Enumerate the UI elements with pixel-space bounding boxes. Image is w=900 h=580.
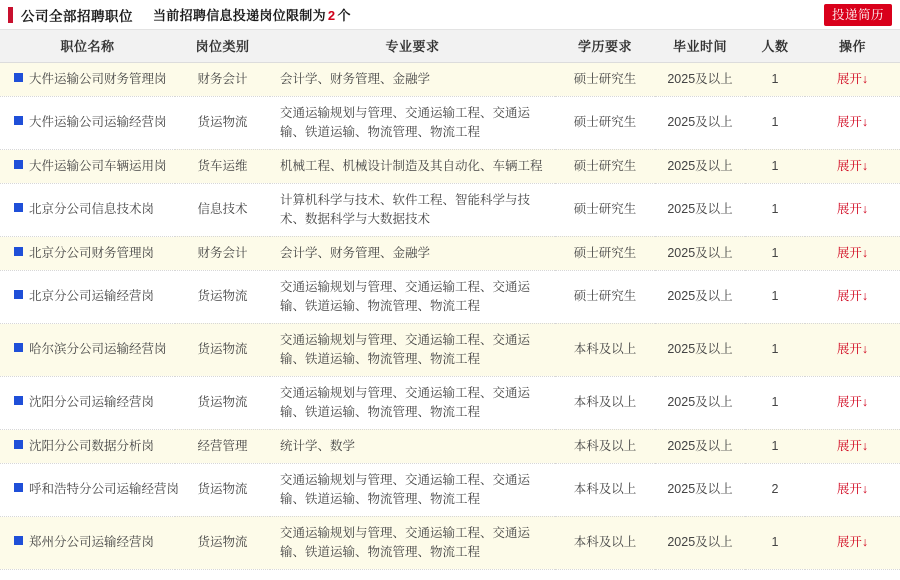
job-action-cell (805, 429, 900, 463)
job-category-cell: 货运物流 (175, 270, 270, 323)
job-category-cell: 货运物流 (175, 96, 270, 149)
job-degree-cell: 硕士研究生 (555, 149, 655, 183)
job-graduation-cell: 2025及以上 (655, 149, 745, 183)
accent-bar-icon (8, 7, 13, 23)
column-header-graduation: 毕业时间 (655, 30, 745, 62)
job-category-cell: 货运物流 (175, 516, 270, 569)
job-category-cell: 货车运维 (175, 149, 270, 183)
job-degree-cell: 本科及以上 (555, 463, 655, 516)
table-row (0, 323, 900, 376)
job-name-label: 北京分公司财务管理岗 (29, 245, 155, 260)
job-major-cell: 会计学、财务管理、金融学 (270, 62, 555, 96)
jobs-table (0, 30, 900, 570)
job-count-cell: 1 (745, 96, 805, 149)
expand-link[interactable]: 展开↓ (836, 395, 869, 409)
job-name-cell[interactable] (0, 323, 175, 376)
job-count-cell: 1 (745, 429, 805, 463)
job-name-cell[interactable] (0, 516, 175, 569)
table-row (0, 236, 900, 270)
bullet-square-icon (14, 116, 23, 125)
job-major-cell: 机械工程、机械设计制造及其自动化、车辆工程 (270, 149, 555, 183)
job-graduation-cell: 2025及以上 (655, 183, 745, 236)
column-header-category: 岗位类别 (175, 30, 270, 62)
job-name-label: 呼和浩特分公司运输经营岗 (29, 482, 180, 496)
table-row (0, 429, 900, 463)
page-header (0, 0, 900, 30)
job-degree-cell: 本科及以上 (555, 429, 655, 463)
job-major-cell: 计算机科学与技术、软件工程、智能科学与技术、数据科学与大数据技术 (270, 183, 555, 236)
table-row (0, 62, 900, 96)
job-major-cell: 会计学、财务管理、金融学 (270, 236, 555, 270)
job-degree-cell: 硕士研究生 (555, 270, 655, 323)
bullet-square-icon (14, 483, 23, 492)
apply-limit-count: 2 (327, 8, 336, 23)
job-count-cell: 1 (745, 183, 805, 236)
apply-limit-suffix: 个 (337, 8, 351, 23)
job-action-cell (805, 183, 900, 236)
job-action-cell (805, 236, 900, 270)
column-header-major: 专业要求 (270, 30, 555, 62)
job-graduation-cell: 2025及以上 (655, 323, 745, 376)
expand-link[interactable]: 展开↓ (836, 438, 869, 453)
job-count-cell: 1 (745, 236, 805, 270)
expand-link[interactable]: 展开↓ (836, 115, 869, 129)
job-count-cell: 1 (745, 516, 805, 569)
job-action-cell (805, 270, 900, 323)
job-degree-cell: 硕士研究生 (555, 96, 655, 149)
job-graduation-cell: 2025及以上 (655, 463, 745, 516)
table-row (0, 149, 900, 183)
expand-link[interactable]: 展开↓ (836, 342, 869, 356)
job-category-cell: 经营管理 (175, 429, 270, 463)
job-graduation-cell: 2025及以上 (655, 516, 745, 569)
job-name-label: 沈阳分公司运输经营岗 (29, 395, 155, 409)
job-name-label: 北京分公司信息技术岗 (29, 202, 155, 216)
job-action-cell (805, 323, 900, 376)
job-category-cell: 货运物流 (175, 376, 270, 429)
job-degree-cell: 本科及以上 (555, 323, 655, 376)
job-degree-cell: 本科及以上 (555, 376, 655, 429)
apply-limit-note (153, 5, 351, 24)
bullet-square-icon (14, 440, 23, 449)
job-count-cell: 1 (745, 62, 805, 96)
bullet-square-icon (14, 536, 23, 545)
job-name-cell[interactable] (0, 236, 175, 270)
job-degree-cell: 本科及以上 (555, 516, 655, 569)
job-graduation-cell: 2025及以上 (655, 270, 745, 323)
column-header-action: 操作 (805, 30, 900, 62)
table-row (0, 463, 900, 516)
bullet-square-icon (14, 73, 23, 82)
job-degree-cell: 硕士研究生 (555, 62, 655, 96)
job-category-cell: 货运物流 (175, 463, 270, 516)
job-name-label: 郑州分公司运输经营岗 (29, 535, 155, 549)
job-major-cell: 交通运输规划与管理、交通运输工程、交通运输、铁道运输、物流管理、物流工程 (270, 323, 555, 376)
job-major-cell: 交通运输规划与管理、交通运输工程、交通运输、铁道运输、物流管理、物流工程 (270, 376, 555, 429)
job-name-cell[interactable] (0, 183, 175, 236)
job-graduation-cell: 2025及以上 (655, 236, 745, 270)
table-row (0, 96, 900, 149)
page-title: 公司全部招聘职位 (21, 8, 133, 24)
job-graduation-cell: 2025及以上 (655, 62, 745, 96)
bullet-square-icon (14, 396, 23, 405)
table-header-row (0, 30, 900, 62)
job-category-cell: 财务会计 (175, 236, 270, 270)
table-row (0, 376, 900, 429)
job-action-cell (805, 96, 900, 149)
bullet-square-icon (14, 343, 23, 352)
column-header-degree: 学历要求 (555, 30, 655, 62)
job-name-label: 沈阳分公司数据分析岗 (29, 438, 155, 453)
job-name-cell[interactable] (0, 149, 175, 183)
job-action-cell (805, 149, 900, 183)
job-action-cell (805, 62, 900, 96)
apply-limit-prefix: 当前招聘信息投递岗位限制为 (153, 8, 326, 23)
expand-link[interactable]: 展开↓ (836, 289, 869, 303)
expand-link[interactable]: 展开↓ (836, 482, 869, 496)
job-action-cell (805, 376, 900, 429)
job-category-cell: 信息技术 (175, 183, 270, 236)
job-category-cell: 财务会计 (175, 62, 270, 96)
job-name-label: 大件运输公司车辆运用岗 (29, 158, 167, 173)
job-graduation-cell: 2025及以上 (655, 376, 745, 429)
job-name-cell[interactable] (0, 429, 175, 463)
job-graduation-cell: 2025及以上 (655, 96, 745, 149)
bullet-square-icon (14, 160, 23, 169)
column-header-count: 人数 (745, 30, 805, 62)
expand-link[interactable]: 展开↓ (836, 202, 869, 216)
job-major-cell: 交通运输规划与管理、交通运输工程、交通运输、铁道运输、物流管理、物流工程 (270, 516, 555, 569)
job-action-cell (805, 463, 900, 516)
job-major-cell: 交通运输规划与管理、交通运输工程、交通运输、铁道运输、物流管理、物流工程 (270, 270, 555, 323)
job-action-cell (805, 516, 900, 569)
job-name-cell[interactable] (0, 270, 175, 323)
bullet-square-icon (14, 290, 23, 299)
job-count-cell: 1 (745, 323, 805, 376)
bullet-square-icon (14, 203, 23, 212)
table-body (0, 62, 900, 569)
job-name-cell[interactable] (0, 376, 175, 429)
job-count-cell: 1 (745, 376, 805, 429)
job-name-cell[interactable] (0, 62, 175, 96)
table-row (0, 270, 900, 323)
submit-resume-button[interactable]: 投递简历 (824, 4, 892, 26)
table-row (0, 516, 900, 569)
job-count-cell: 1 (745, 270, 805, 323)
job-name-label: 大件运输公司财务管理岗 (29, 71, 167, 86)
bullet-square-icon (14, 247, 23, 256)
column-header-name: 职位名称 (0, 30, 175, 62)
expand-link[interactable]: 展开↓ (836, 71, 869, 86)
job-name-cell[interactable] (0, 96, 175, 149)
job-name-cell[interactable] (0, 463, 180, 516)
job-count-cell: 2 (745, 463, 805, 516)
job-degree-cell: 硕士研究生 (555, 183, 655, 236)
table-header (0, 30, 900, 62)
job-name-label: 哈尔滨分公司运输经营岗 (29, 342, 167, 356)
job-category-cell: 货运物流 (175, 323, 270, 376)
job-degree-cell: 硕士研究生 (555, 236, 655, 270)
expand-link[interactable]: 展开↓ (836, 245, 869, 260)
job-name-label: 北京分公司运输经营岗 (29, 289, 155, 303)
expand-link[interactable]: 展开↓ (836, 158, 869, 173)
job-major-cell: 交通运输规划与管理、交通运输工程、交通运输、铁道运输、物流管理、物流工程 (270, 463, 555, 516)
expand-link[interactable]: 展开↓ (836, 535, 869, 549)
job-major-cell: 统计学、数学 (270, 429, 555, 463)
table-row (0, 183, 900, 236)
job-graduation-cell: 2025及以上 (655, 429, 745, 463)
job-count-cell: 1 (745, 149, 805, 183)
job-major-cell: 交通运输规划与管理、交通运输工程、交通运输、铁道运输、物流管理、物流工程 (270, 96, 555, 149)
job-name-label: 大件运输公司运输经营岗 (29, 115, 167, 129)
